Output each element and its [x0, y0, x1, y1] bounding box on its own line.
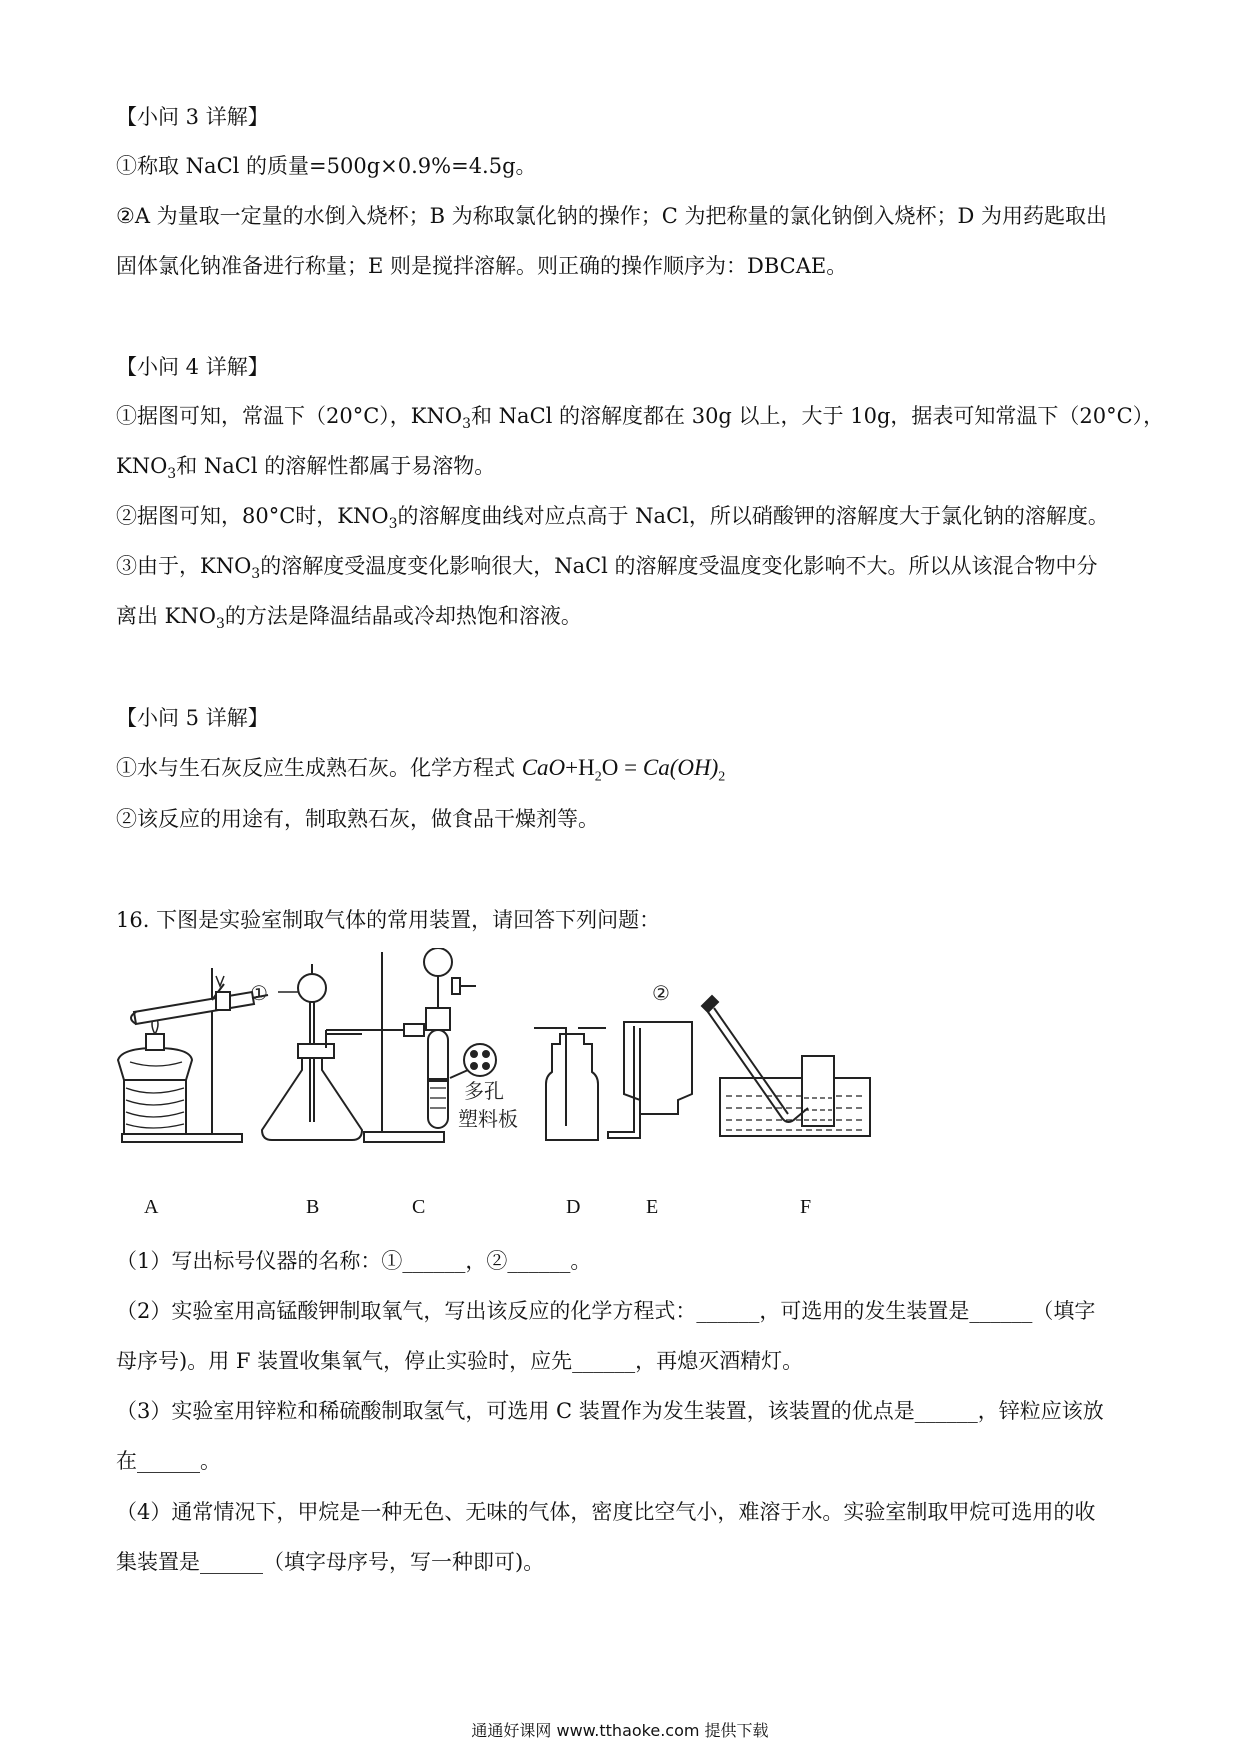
q16-part-3-line-2: 在______。 [116, 1449, 221, 1473]
q4-line-3: ②据图可知，80°C时，$KNO_3$的溶解度曲线对应点高于 NaCl，所以硝酸钾的溶解度大于氯化钠的溶解度。 [116, 504, 1109, 533]
q5-heading: 【小问 5 详解】 [116, 706, 269, 730]
q5-line-2: ②该反应的用途有，制取熟石灰，做食品干燥剂等。 [116, 807, 599, 831]
q5-line-1: ①水与生石灰反应生成熟石灰。化学方程式 $CaO+H_2O = Ca(OH)_2$ [116, 755, 726, 785]
q4-heading: 【小问 4 详解】 [116, 355, 269, 379]
apparatus-b [250, 964, 362, 1140]
label-d: D [566, 1196, 581, 1218]
apparatus-f [702, 996, 870, 1136]
label-c: C [412, 1196, 426, 1218]
apparatus-c [354, 948, 518, 1142]
q16-stem: 16. 下图是实验室制取气体的常用装置，请回答下列问题： [116, 908, 661, 932]
label-b: B [306, 1196, 320, 1218]
label-a: A [144, 1196, 159, 1218]
apparatus-a [118, 968, 268, 1142]
chemical-equation: $CaO+H_2O = Ca(OH)_2$ [521, 755, 726, 785]
q4-line-4: ③由于，$KNO_3$的溶解度受温度变化影响很大，NaCl 的溶解度受温度变化影响不大。所以从该混合物中分 [116, 554, 1098, 583]
apparatus-e [608, 981, 692, 1138]
label-e: E [646, 1196, 659, 1218]
apparatus-figure [112, 948, 1012, 1220]
apparatus-diagram [112, 948, 1012, 1188]
apparatus-d [534, 1028, 606, 1140]
q16-part-3-line-1: （3）实验室用锌粒和稀硫酸制取氢气，可选用 C 装置作为发生装置，该装置的优点是______，锌粒应该放 [116, 1399, 1104, 1423]
plate-label-1: 多孔 [464, 1079, 504, 1103]
q3-heading: 【小问 3 详解】 [116, 105, 269, 129]
q3-line-3: 固体氯化钠准备进行称量；E 则是搅拌溶解。则正确的操作顺序为：DBCAE。 [116, 254, 848, 278]
q4-line-1: ①据图可知，常温下（20°C），$KNO_3$和 NaCl 的溶解度都在 30g 以上，大于 10g，据表可知常温下（20°C）， [116, 404, 1165, 433]
q16-part-1: （1）写出标号仪器的名称：①______，②______。 [116, 1249, 592, 1273]
q16-part-4-line-2: 集装置是______（填字母序号，写一种即可)。 [116, 1550, 545, 1574]
label-f: F [800, 1196, 812, 1218]
q4-line-5: 离出 $KNO_3$的方法是降温结晶或冷却热饱和溶液。 [116, 604, 582, 633]
q3-line-2: ②A 为量取一定量的水倒入烧杯；B 为称取氯化钠的操作；C 为把称量的氯化钠倒入烧杯；D 为用药匙取出 [116, 204, 1108, 228]
mark-1: ① [250, 981, 268, 1005]
plate-label-2: 塑料板 [458, 1107, 518, 1131]
q3-line-1: ①称取 NaCl 的质量=500g×0.9%=4.5g。 [116, 154, 537, 178]
q16-part-4-line-1: （4）通常情况下，甲烷是一种无色、无味的气体，密度比空气小，难溶于水。实验室制取甲烷可选用的收 [116, 1500, 1096, 1524]
footer-source: 通通好课网 www.tthaoke.com 提供下载 [471, 1721, 769, 1740]
q16-part-2-line-2: 母序号)。用 F 装置收集氧气，停止实验时，应先______，再熄灭酒精灯。 [116, 1349, 804, 1373]
mark-2: ② [652, 981, 670, 1005]
q16-part-2-line-1: （2）实验室用高锰酸钾制取氧气，写出该反应的化学方程式：______，可选用的发生装置是______（填字 [116, 1299, 1096, 1323]
q4-line-2: $KNO_3$和 NaCl 的溶解性都属于易溶物。 [116, 454, 496, 483]
